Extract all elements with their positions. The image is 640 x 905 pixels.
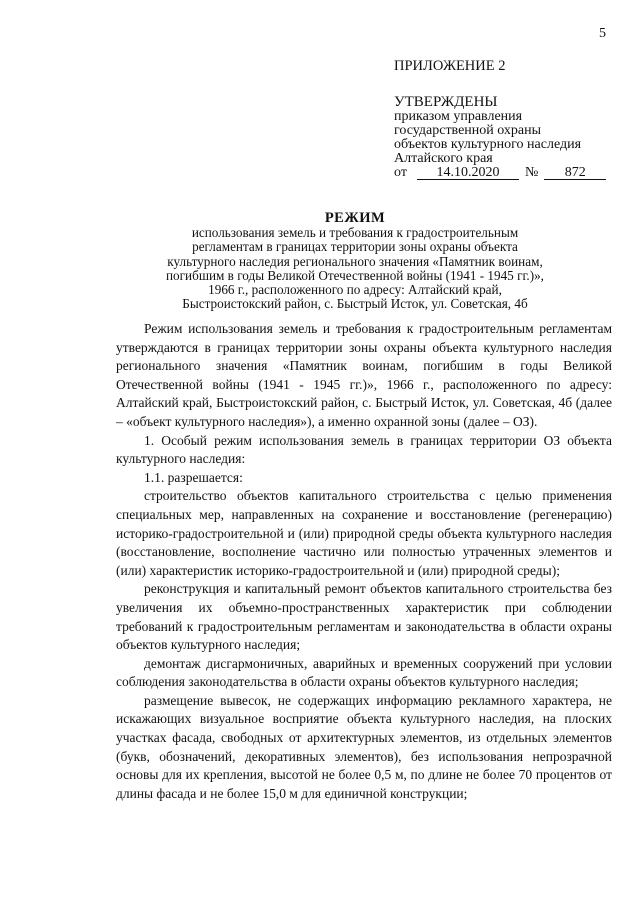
subtitle-line: регламентам в границах территории зоны охраны объекта [192, 239, 518, 255]
section-heading: 1. Особый режим использования земель в границах территории ОЗ объекта культурного наследия: [116, 432, 612, 467]
list-item: демонтаж дисгармоничных, аварийных и временных сооружений при условии соблюдения законодательства в области охраны объектов культурного наследия; [116, 655, 612, 690]
order-number: 872 [544, 166, 606, 180]
appendix-label: ПРИЛОЖЕНИЕ 2 [394, 58, 506, 74]
order-line: Алтайского края [394, 151, 493, 166]
order-date: 14.10.2020 [417, 166, 519, 180]
subtitle-line: культурного наследия регионального значения «Памятник воинам, [167, 253, 543, 269]
approved-heading: УТВЕРЖДЕНЫ [394, 94, 498, 110]
subsection-heading: 1.1. разрешается: [144, 469, 243, 485]
subtitle-line: использования земель и требования к градостроительным [191, 225, 519, 240]
order-line: приказом управления [394, 109, 523, 124]
subtitle-line: погибшим в годы Великой Отечественной войны (1941 - 1945 гг.)», [166, 267, 544, 283]
list-item: строительство объектов капитального строительства с целью применения специальных мер, направленных на сохранение и восстановление (регенерацию) историко-градостроительной и (или) природной среды объекта культурного наследия (восстановление, восполнение частично или полностью утраченных элементов и (или) характеристик историко-градостроительной и (или) природной среды); [116, 488, 612, 578]
document-body [116, 320, 612, 803]
subtitle-line: Быстроистокский район, с. Быстрый Исток, ул. Советская, 4б [182, 296, 528, 312]
order-line: государственной охраны [394, 123, 542, 138]
document-subtitle [130, 226, 580, 312]
document-title: РЕЖИМ [324, 210, 386, 226]
intro-paragraph: Режим использования земель и требования к градостроительным регламентам утверждаются в границах территории зоны охраны объекта культурного наследия регионального значения «Памятник воинам, погибшим в годы Великой Отечественной войны (1941 - 1945 гг.)», 1966 г., расположенного по адресу: Алтайский край, Быстроистокский район, с. Быстрый Исток, ул. Советская, 4б (далее – «объект культурного наследия»), а именно охранной зоны (далее – ОЗ). [116, 321, 612, 429]
subtitle-line: 1966 г., расположенного по адресу: Алтайский край, [208, 282, 502, 298]
page-number: 5 [599, 26, 606, 41]
approval-block [394, 95, 606, 180]
list-item: реконструкция и капитальный ремонт объектов капитального строительства без увеличения их объемно-пространственных характеристик при соблюдении требований к градостроительным регламентам и законодательства в области охраны объектов культурного наследия; [116, 581, 612, 653]
list-item: размещение вывесок, не содержащих информацию рекламного характера, не искажающих визуальное восприятие объекта культурного наследия, на плоских участках фасада, свободных от архитектурных элементов, из отдельных элементов (букв, обозначений, декоративных элементов), без использования непрозрачной основы для их крепления, высотой не более 0,5 м, по длине не более 70 процентов от длины фасада и не более 15,0 м для единичной конструкции; [116, 692, 612, 801]
order-line: объектов культурного наследия [394, 137, 582, 152]
date-prefix: от [394, 165, 407, 180]
number-sign: № [524, 165, 539, 180]
order-date-line [394, 166, 606, 180]
